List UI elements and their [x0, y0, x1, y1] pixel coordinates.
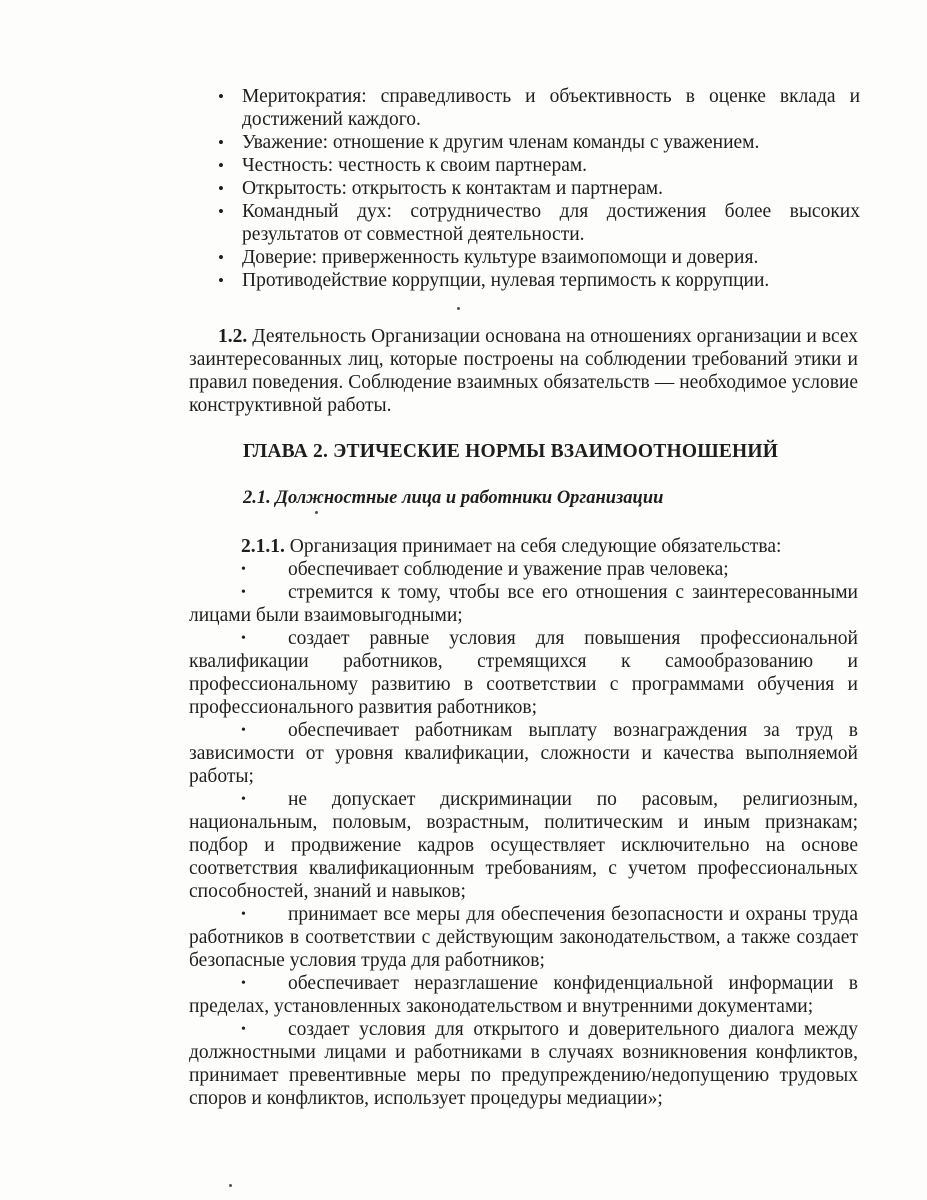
bullet-icon: • [218, 156, 224, 175]
obligation-item [189, 581, 858, 627]
value-item [216, 154, 860, 177]
scan-speck [229, 1184, 232, 1187]
bullet-icon: • [218, 271, 224, 290]
bullet-icon: • [241, 792, 246, 807]
bullet-icon: • [241, 976, 246, 991]
bullet-icon: • [241, 723, 246, 738]
obligation-item [189, 558, 858, 581]
bullet-icon: • [241, 631, 246, 646]
paragraph-text: Деятельность Организации основана на отношениях организации и всех заинтересованных лиц, которые построены на соблюдении требований этики и правил поведения. Соблюдение взаимных обязательств — необходимое условие конструктивной работы. [189, 326, 858, 416]
obligation-item [189, 972, 858, 1018]
clause-number: 2.1.1. [241, 536, 285, 557]
value-item [216, 85, 860, 131]
values-list [216, 85, 860, 292]
section-title: 2.1. Должностные лица и работники Организации [243, 488, 664, 508]
value-text: Открытость: открытость к контактам и партнерам. [242, 178, 663, 199]
bullet-icon: • [241, 562, 246, 577]
value-text: Командный дух: сотрудничество для достижения более высоких результатов от совместной деятельности. [242, 201, 860, 245]
bullet-icon: • [218, 179, 224, 198]
bullet-icon: • [218, 202, 224, 221]
obligation-text: обеспечивает неразглашение конфиденциальной информации в пределах, установленных законодательством и внутренними документами; [189, 973, 858, 1017]
value-item [216, 177, 860, 200]
obligation-item [189, 788, 858, 903]
obligation-item [189, 1018, 858, 1110]
paragraph-number: 1.2. [218, 326, 248, 347]
scan-speck [457, 307, 460, 310]
obligation-text: принимает все меры для обеспечения безопасности и охраны труда работников в соответствии с действующим законодательством, а также создает безопасные условия труда для работников; [189, 904, 858, 971]
value-text: Уважение: отношение к другим членам команды с уважением. [242, 132, 760, 153]
obligation-text: не допускает дискриминации по расовым, религиозным, национальным, половым, возрастным, политическим и иным признакам; подбор и продвижение кадров осуществляет исключительно на основе соответствия квалификационным требованиям, с учетом профессиональных способностей, знаний и навыков; [189, 789, 858, 902]
value-text: Противодействие коррупции, нулевая терпимость к коррупции. [242, 270, 770, 291]
value-text: Доверие: приверженность культуре взаимопомощи и доверия. [242, 247, 759, 268]
value-item [216, 200, 860, 246]
bullet-icon: • [241, 585, 246, 600]
value-item [216, 269, 860, 292]
value-text: Честность: честность к своим партнерам. [242, 155, 588, 176]
bullet-icon: • [218, 87, 224, 106]
bullet-icon: • [241, 907, 246, 922]
clause-intro-text: Организация принимает на себя следующие обязательства: [284, 536, 782, 557]
clause-2-1-1 [189, 535, 858, 1110]
obligation-text: обеспечивает соблюдение и уважение прав человека; [288, 559, 729, 580]
chapter-title: ГЛАВА 2. ЭТИЧЕСКИЕ НОРМЫ ВЗАИМООТНОШЕНИЙ [243, 441, 779, 462]
obligation-item [189, 719, 858, 788]
obligation-item [189, 903, 858, 972]
obligation-text: обеспечивает работникам выплату вознаграждения за труд в зависимости от уровня квалификации, сложности и качества выполняемой работы; [189, 720, 858, 787]
obligation-text: создает равные условия для повышения профессиональной квалификации работников, стремящихся к самообразованию и профессиональному развитию в соответствии с программами обучения и профессионального развития работников; [189, 628, 858, 718]
clause-intro [189, 535, 858, 558]
value-item [216, 131, 860, 154]
value-item [216, 246, 860, 269]
obligation-text: создает условия для открытого и доверительного диалога между должностными лицами и работниками в случаях возникновения конфликтов, принимает превентивные меры по предупреждению/недопущению трудовых споров и конфликтов, использует процедуры медиации»; [189, 1019, 858, 1109]
bullet-icon: • [218, 133, 224, 152]
paragraph-1-2 [189, 325, 858, 417]
value-text: Меритократия: справедливость и объективность в оценке вклада и достижений каждого. [242, 86, 860, 130]
scan-speck [315, 511, 318, 514]
bullet-icon: • [218, 248, 224, 267]
obligation-text: стремится к тому, чтобы все его отношения с заинтересованными лицами были взаимовыгодными; [189, 582, 858, 626]
bullet-icon: • [241, 1022, 246, 1037]
obligation-item [189, 627, 858, 719]
